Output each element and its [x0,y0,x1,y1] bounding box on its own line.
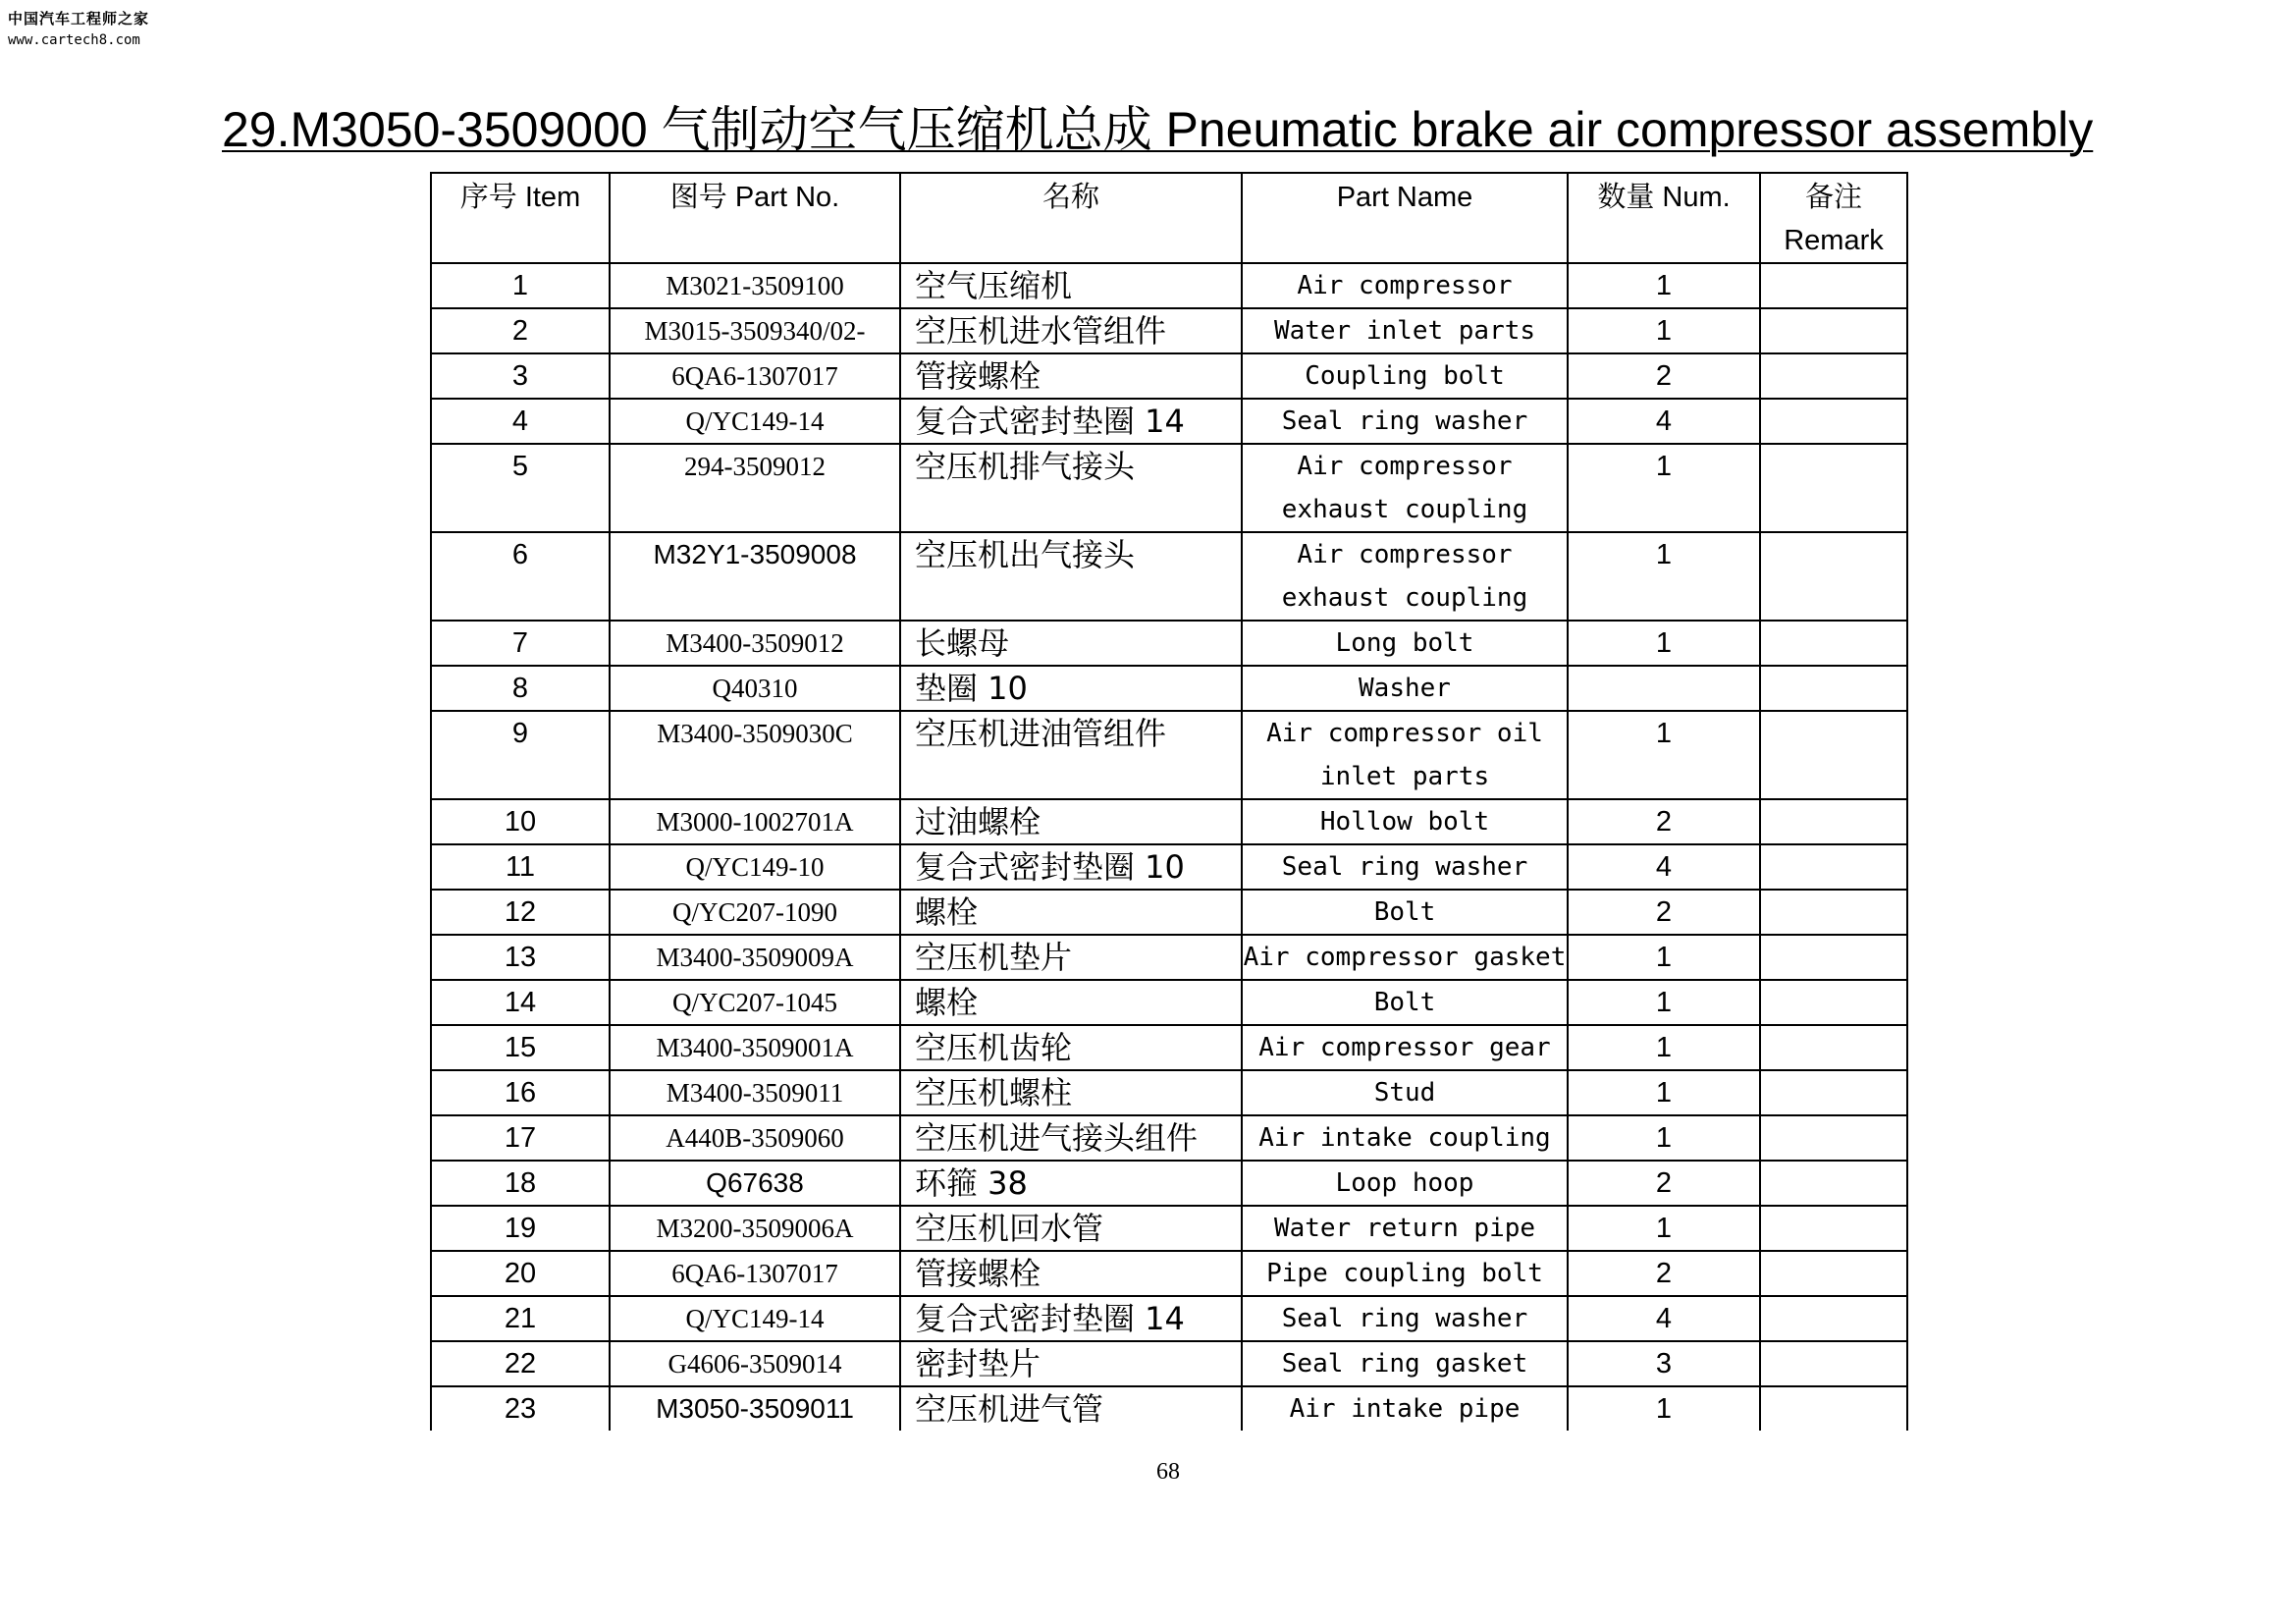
cell-item: 9 [431,711,610,799]
cell-remark [1760,399,1907,444]
cell-part-name: Air compressor exhaust coupling [1242,444,1568,532]
cell-item: 14 [431,980,610,1025]
watermark-site-name: 中国汽车工程师之家 [8,10,150,27]
cell-num: 2 [1568,890,1760,935]
cell-name-cn: 复合式密封垫圈 10 [900,844,1242,890]
cell-remark [1760,1025,1907,1070]
cell-remark [1760,444,1907,532]
cell-name-cn: 空压机进水管组件 [900,308,1242,353]
cell-part-no: A440B-3509060 [610,1115,900,1161]
cell-item: 8 [431,666,610,711]
cell-part-no: M3400-3509001A [610,1025,900,1070]
cell-part-name: Seal ring gasket [1242,1341,1568,1386]
cell-num: 1 [1568,308,1760,353]
cell-num: 4 [1568,844,1760,890]
cell-part-name: Water inlet parts [1242,308,1568,353]
page-title: 29.M3050-3509000 气制动空气压缩机总成 Pneumatic brake air compressor assembly [222,102,2094,157]
cell-num: 2 [1568,353,1760,399]
cell-part-name: Bolt [1242,890,1568,935]
cell-item: 7 [431,621,610,666]
watermark [8,8,149,51]
header-remark [1760,173,1907,263]
cell-item: 16 [431,1070,610,1115]
cell-remark [1760,532,1907,621]
cell-remark [1760,935,1907,980]
cell-part-no: Q/YC207-1045 [610,980,900,1025]
cell-num: 3 [1568,1341,1760,1386]
cell-item: 5 [431,444,610,532]
cell-name-cn: 空压机齿轮 [900,1025,1242,1070]
page-number: 68 [1156,1459,1180,1485]
cell-num: 1 [1568,1070,1760,1115]
cell-item: 4 [431,399,610,444]
cell-part-name: Seal ring washer [1242,399,1568,444]
cell-name-cn: 复合式密封垫圈 14 [900,399,1242,444]
header-part-no: 图号 Part No. [610,173,900,263]
cell-name-cn: 管接螺栓 [900,353,1242,399]
table-row [431,1070,1907,1115]
cell-part-no: Q67638 [610,1161,900,1206]
cell-remark [1760,308,1907,353]
cell-item: 19 [431,1206,610,1251]
cell-remark [1760,1251,1907,1296]
cell-part-no: M3021-3509100 [610,263,900,308]
cell-part-no: M3050-3509011 [610,1386,900,1431]
header-name-cn: 名称 [900,173,1242,263]
cell-item: 10 [431,799,610,844]
cell-item: 11 [431,844,610,890]
cell-remark [1760,844,1907,890]
cell-num: 1 [1568,532,1760,621]
cell-part-no: M3015-3509340/02- [610,308,900,353]
cell-part-no: M3200-3509006A [610,1206,900,1251]
cell-item: 17 [431,1115,610,1161]
header-remark-cn: 备注 [1804,182,1862,213]
table-row [431,980,1907,1025]
cell-num: 1 [1568,1115,1760,1161]
cell-item: 21 [431,1296,610,1341]
cell-item: 23 [431,1386,610,1431]
table-row [431,1386,1907,1431]
cell-item: 2 [431,308,610,353]
table-body [431,263,1907,1431]
cell-name-cn: 空压机排气接头 [900,444,1242,532]
cell-item: 20 [431,1251,610,1296]
table-row [431,1025,1907,1070]
cell-remark [1760,353,1907,399]
table-row [431,308,1907,353]
table-row [431,1296,1907,1341]
cell-name-cn: 复合式密封垫圈 14 [900,1296,1242,1341]
cell-remark [1760,799,1907,844]
cell-part-name: Loop hoop [1242,1161,1568,1206]
cell-num: 1 [1568,621,1760,666]
cell-name-cn: 空压机进气管 [900,1386,1242,1431]
cell-remark [1760,1386,1907,1431]
table-row [431,1341,1907,1386]
cell-item: 18 [431,1161,610,1206]
table-row [431,399,1907,444]
cell-name-cn: 螺栓 [900,890,1242,935]
cell-num: 2 [1568,799,1760,844]
cell-num: 1 [1568,1386,1760,1431]
cell-part-name: Seal ring washer [1242,844,1568,890]
cell-part-no: 6QA6-1307017 [610,353,900,399]
parts-table [430,172,1908,1431]
cell-part-name: Air compressor gear [1242,1025,1568,1070]
cell-name-cn: 管接螺栓 [900,1251,1242,1296]
cell-name-cn: 环箍 38 [900,1161,1242,1206]
header-item: 序号 Item [431,173,610,263]
table-row [431,666,1907,711]
cell-part-no: M3400-3509030C [610,711,900,799]
table-row [431,621,1907,666]
cell-remark [1760,890,1907,935]
cell-part-name: Stud [1242,1070,1568,1115]
cell-num: 2 [1568,1251,1760,1296]
table-row [431,1161,1907,1206]
cell-part-name: Air compressor gasket [1242,935,1568,980]
table-row [431,1251,1907,1296]
cell-num: 1 [1568,980,1760,1025]
cell-remark [1760,263,1907,308]
cell-item: 3 [431,353,610,399]
cell-remark [1760,1206,1907,1251]
table-row [431,799,1907,844]
cell-num: 1 [1568,444,1760,532]
cell-item: 12 [431,890,610,935]
table-row [431,935,1907,980]
cell-name-cn: 空压机螺柱 [900,1070,1242,1115]
table-row [431,263,1907,308]
cell-part-name: Coupling bolt [1242,353,1568,399]
cell-remark [1760,980,1907,1025]
cell-name-cn: 空气压缩机 [900,263,1242,308]
cell-part-no: M3000-1002701A [610,799,900,844]
cell-remark [1760,1161,1907,1206]
cell-part-name: Seal ring washer [1242,1296,1568,1341]
table-header-row [431,173,1907,263]
table-row [431,353,1907,399]
cell-name-cn: 螺栓 [900,980,1242,1025]
cell-part-name: Pipe coupling bolt [1242,1251,1568,1296]
cell-remark [1760,1115,1907,1161]
cell-name-cn: 长螺母 [900,621,1242,666]
cell-name-cn: 空压机垫片 [900,935,1242,980]
table-row [431,1115,1907,1161]
cell-name-cn: 空压机回水管 [900,1206,1242,1251]
cell-name-cn: 空压机进油管组件 [900,711,1242,799]
cell-remark [1760,1341,1907,1386]
cell-name-cn: 空压机进气接头组件 [900,1115,1242,1161]
cell-part-no: Q40310 [610,666,900,711]
cell-num: 1 [1568,1206,1760,1251]
watermark-url: www.cartech8.com [8,32,140,48]
cell-name-cn: 空压机出气接头 [900,532,1242,621]
cell-num: 4 [1568,1296,1760,1341]
cell-name-cn: 过油螺栓 [900,799,1242,844]
cell-num: 4 [1568,399,1760,444]
cell-name-cn: 垫圈 10 [900,666,1242,711]
table-row [431,844,1907,890]
cell-num: 2 [1568,1161,1760,1206]
cell-part-name: Air compressor oil inlet parts [1242,711,1568,799]
cell-num: 1 [1568,1025,1760,1070]
cell-item: 22 [431,1341,610,1386]
cell-remark [1760,1296,1907,1341]
cell-part-name: Air intake pipe [1242,1386,1568,1431]
cell-remark [1760,666,1907,711]
cell-part-name: Air compressor exhaust coupling [1242,532,1568,621]
cell-part-no: Q/YC149-14 [610,1296,900,1341]
cell-part-name: Water return pipe [1242,1206,1568,1251]
cell-remark [1760,1070,1907,1115]
cell-num: 1 [1568,935,1760,980]
header-part-name: Part Name [1242,173,1568,263]
cell-num [1568,666,1760,711]
header-remark-en: Remark [1784,225,1884,256]
table-row [431,890,1907,935]
cell-part-no: G4606-3509014 [610,1341,900,1386]
cell-name-cn: 密封垫片 [900,1341,1242,1386]
cell-part-name: Air intake coupling [1242,1115,1568,1161]
table-row [431,711,1907,799]
table-row [431,532,1907,621]
cell-part-no: Q/YC149-14 [610,399,900,444]
cell-part-no: 6QA6-1307017 [610,1251,900,1296]
cell-num: 1 [1568,263,1760,308]
cell-part-no: M3400-3509012 [610,621,900,666]
cell-part-name: Washer [1242,666,1568,711]
header-num: 数量 Num. [1568,173,1760,263]
cell-part-name: Long bolt [1242,621,1568,666]
cell-part-name: Hollow bolt [1242,799,1568,844]
cell-item: 6 [431,532,610,621]
cell-part-no: Q/YC207-1090 [610,890,900,935]
cell-part-no: 294-3509012 [610,444,900,532]
cell-part-name: Bolt [1242,980,1568,1025]
cell-part-no: M3400-3509011 [610,1070,900,1115]
cell-remark [1760,711,1907,799]
cell-remark [1760,621,1907,666]
cell-part-no: M3400-3509009A [610,935,900,980]
cell-item: 13 [431,935,610,980]
cell-part-name: Air compressor [1242,263,1568,308]
cell-num: 1 [1568,711,1760,799]
table-row [431,444,1907,532]
table-row [431,1206,1907,1251]
cell-part-no: Q/YC149-10 [610,844,900,890]
cell-item: 1 [431,263,610,308]
cell-item: 15 [431,1025,610,1070]
cell-part-no: M32Y1-3509008 [610,532,900,621]
